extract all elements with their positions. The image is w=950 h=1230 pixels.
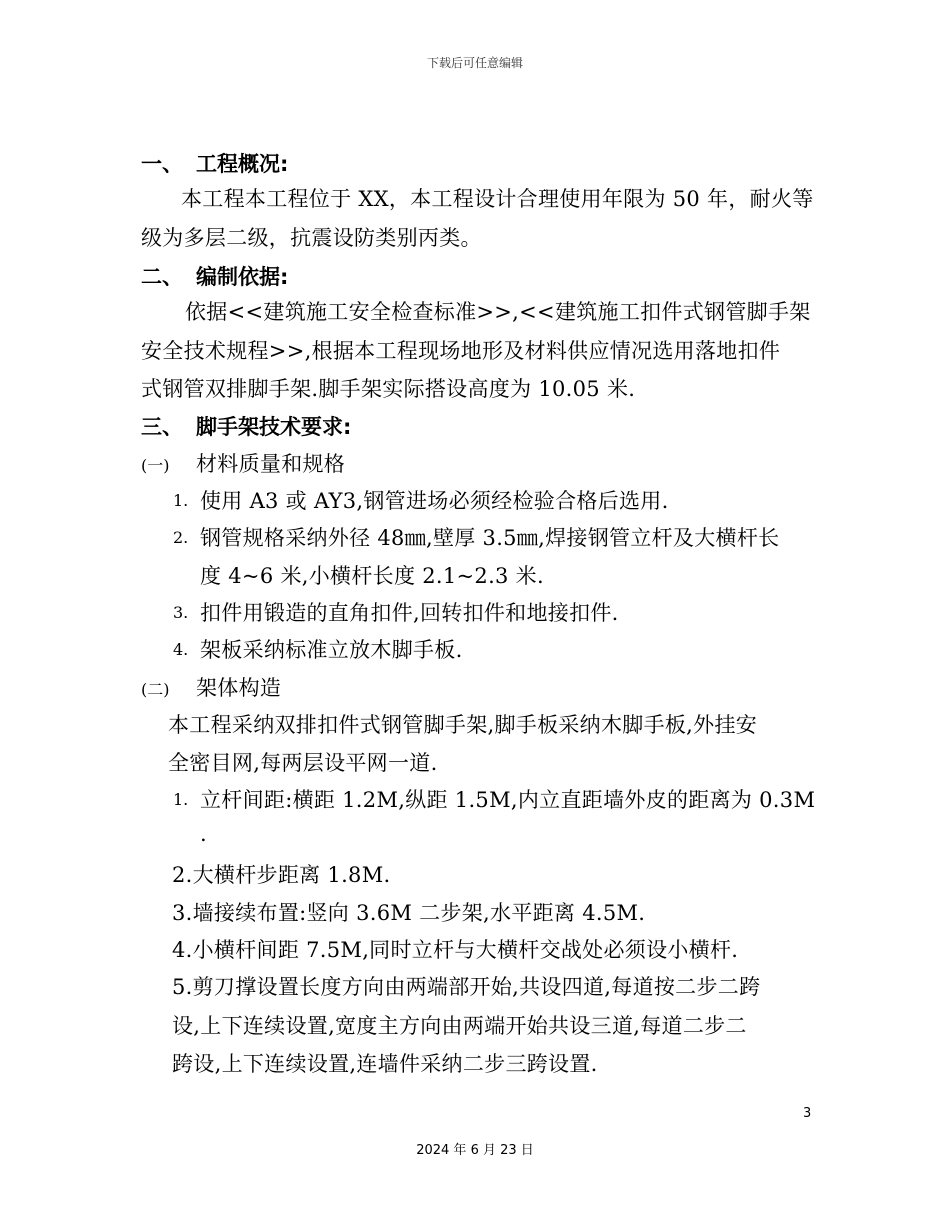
paragraph-line: 本工程本工程位于 XX，本工程设计合理使用年限为 50 年，耐火等 — [181, 187, 814, 211]
list-item-text: 架板采纳标准立放木脚手板. — [200, 638, 463, 662]
paragraph-line: 依据<<建筑施工安全检查标准>>,<<建筑施工扣件式钢管脚手架 — [185, 300, 811, 324]
list-item-text: 4.小横杆间距 7.5M,同时立杆与大横杆交战处必须设小横杆. — [172, 938, 739, 962]
paragraph-line: 本工程采纳双排扣件式钢管脚手架,脚手板采纳木脚手板,外挂安 — [168, 713, 758, 737]
list-item-text: 5.剪刀撑设置长度方向由两端部开始,共设四道,每道按二步二跨 — [172, 975, 761, 999]
section-2-number: 二、 — [141, 265, 183, 289]
list-item-number: 1. — [173, 790, 189, 809]
list-item-text: . — [200, 822, 207, 846]
paragraph-line: 式钢管双排脚手架.脚手架实际搭设高度为 10.05 米. — [141, 377, 636, 401]
subsection-2-marker: (二) — [141, 680, 170, 699]
section-1-title: 工程概况: — [196, 152, 289, 176]
paragraph-line: 全密目网,每两层设平网一道. — [168, 751, 438, 775]
list-item-text: 扣件用锻造的直角扣件,回转扣件和地接扣件. — [200, 601, 619, 625]
list-item-text: 钢管规格采纳外径 48㎜,壁厚 3.5㎜,焊接钢管立杆及大横杆长 — [200, 526, 780, 550]
subsection-1-marker: (一) — [141, 456, 170, 475]
list-item-number: 1. — [173, 491, 189, 510]
section-3-title: 脚手架技术要求: — [196, 415, 352, 439]
paragraph-line: 级为多层二级，抗震设防类别丙类。 — [141, 226, 482, 250]
list-item-number: 3. — [173, 603, 189, 622]
page-number: 3 — [803, 1106, 812, 1121]
list-item-text: 度 4~6 米,小横杆长度 2.1~2.3 米. — [200, 564, 544, 588]
list-item-text: 2.大横杆步距离 1.8M. — [172, 863, 391, 887]
paragraph-line: 安全技术规程>>,根据本工程现场地形及材料供应情况选用落地扣件 — [141, 339, 781, 363]
list-item-text: 跨设,上下连续设置,连墙件采纳二步三跨设置. — [172, 1052, 598, 1076]
section-3-number: 三、 — [141, 415, 183, 439]
footer-date: 2024 年 6 月 23 日 — [416, 1143, 534, 1158]
subsection-2-title: 架体构造 — [196, 676, 282, 700]
list-item-text: 3.墙接续布置:竖向 3.6M 二步架,水平距离 4.5M. — [172, 901, 646, 925]
list-item-number: 2. — [173, 528, 189, 547]
list-item-text: 使用 A3 或 AY3,钢管进场必须经检验合格后选用. — [200, 489, 669, 513]
list-item-number: 4. — [173, 640, 189, 659]
section-1-number: 一、 — [141, 152, 183, 176]
subsection-1-title: 材料质量和规格 — [196, 452, 346, 476]
section-2-title: 编制依据: — [196, 265, 289, 289]
list-item-text: 立杆间距:横距 1.2M,纵距 1.5M,内立直距墙外皮的距离为 0.3M — [200, 788, 816, 812]
page-header: 下载后可任意编辑 — [426, 56, 523, 70]
list-item-text: 设,上下连续设置,宽度主方向由两端开始共设三道,每道二步二 — [172, 1014, 747, 1038]
